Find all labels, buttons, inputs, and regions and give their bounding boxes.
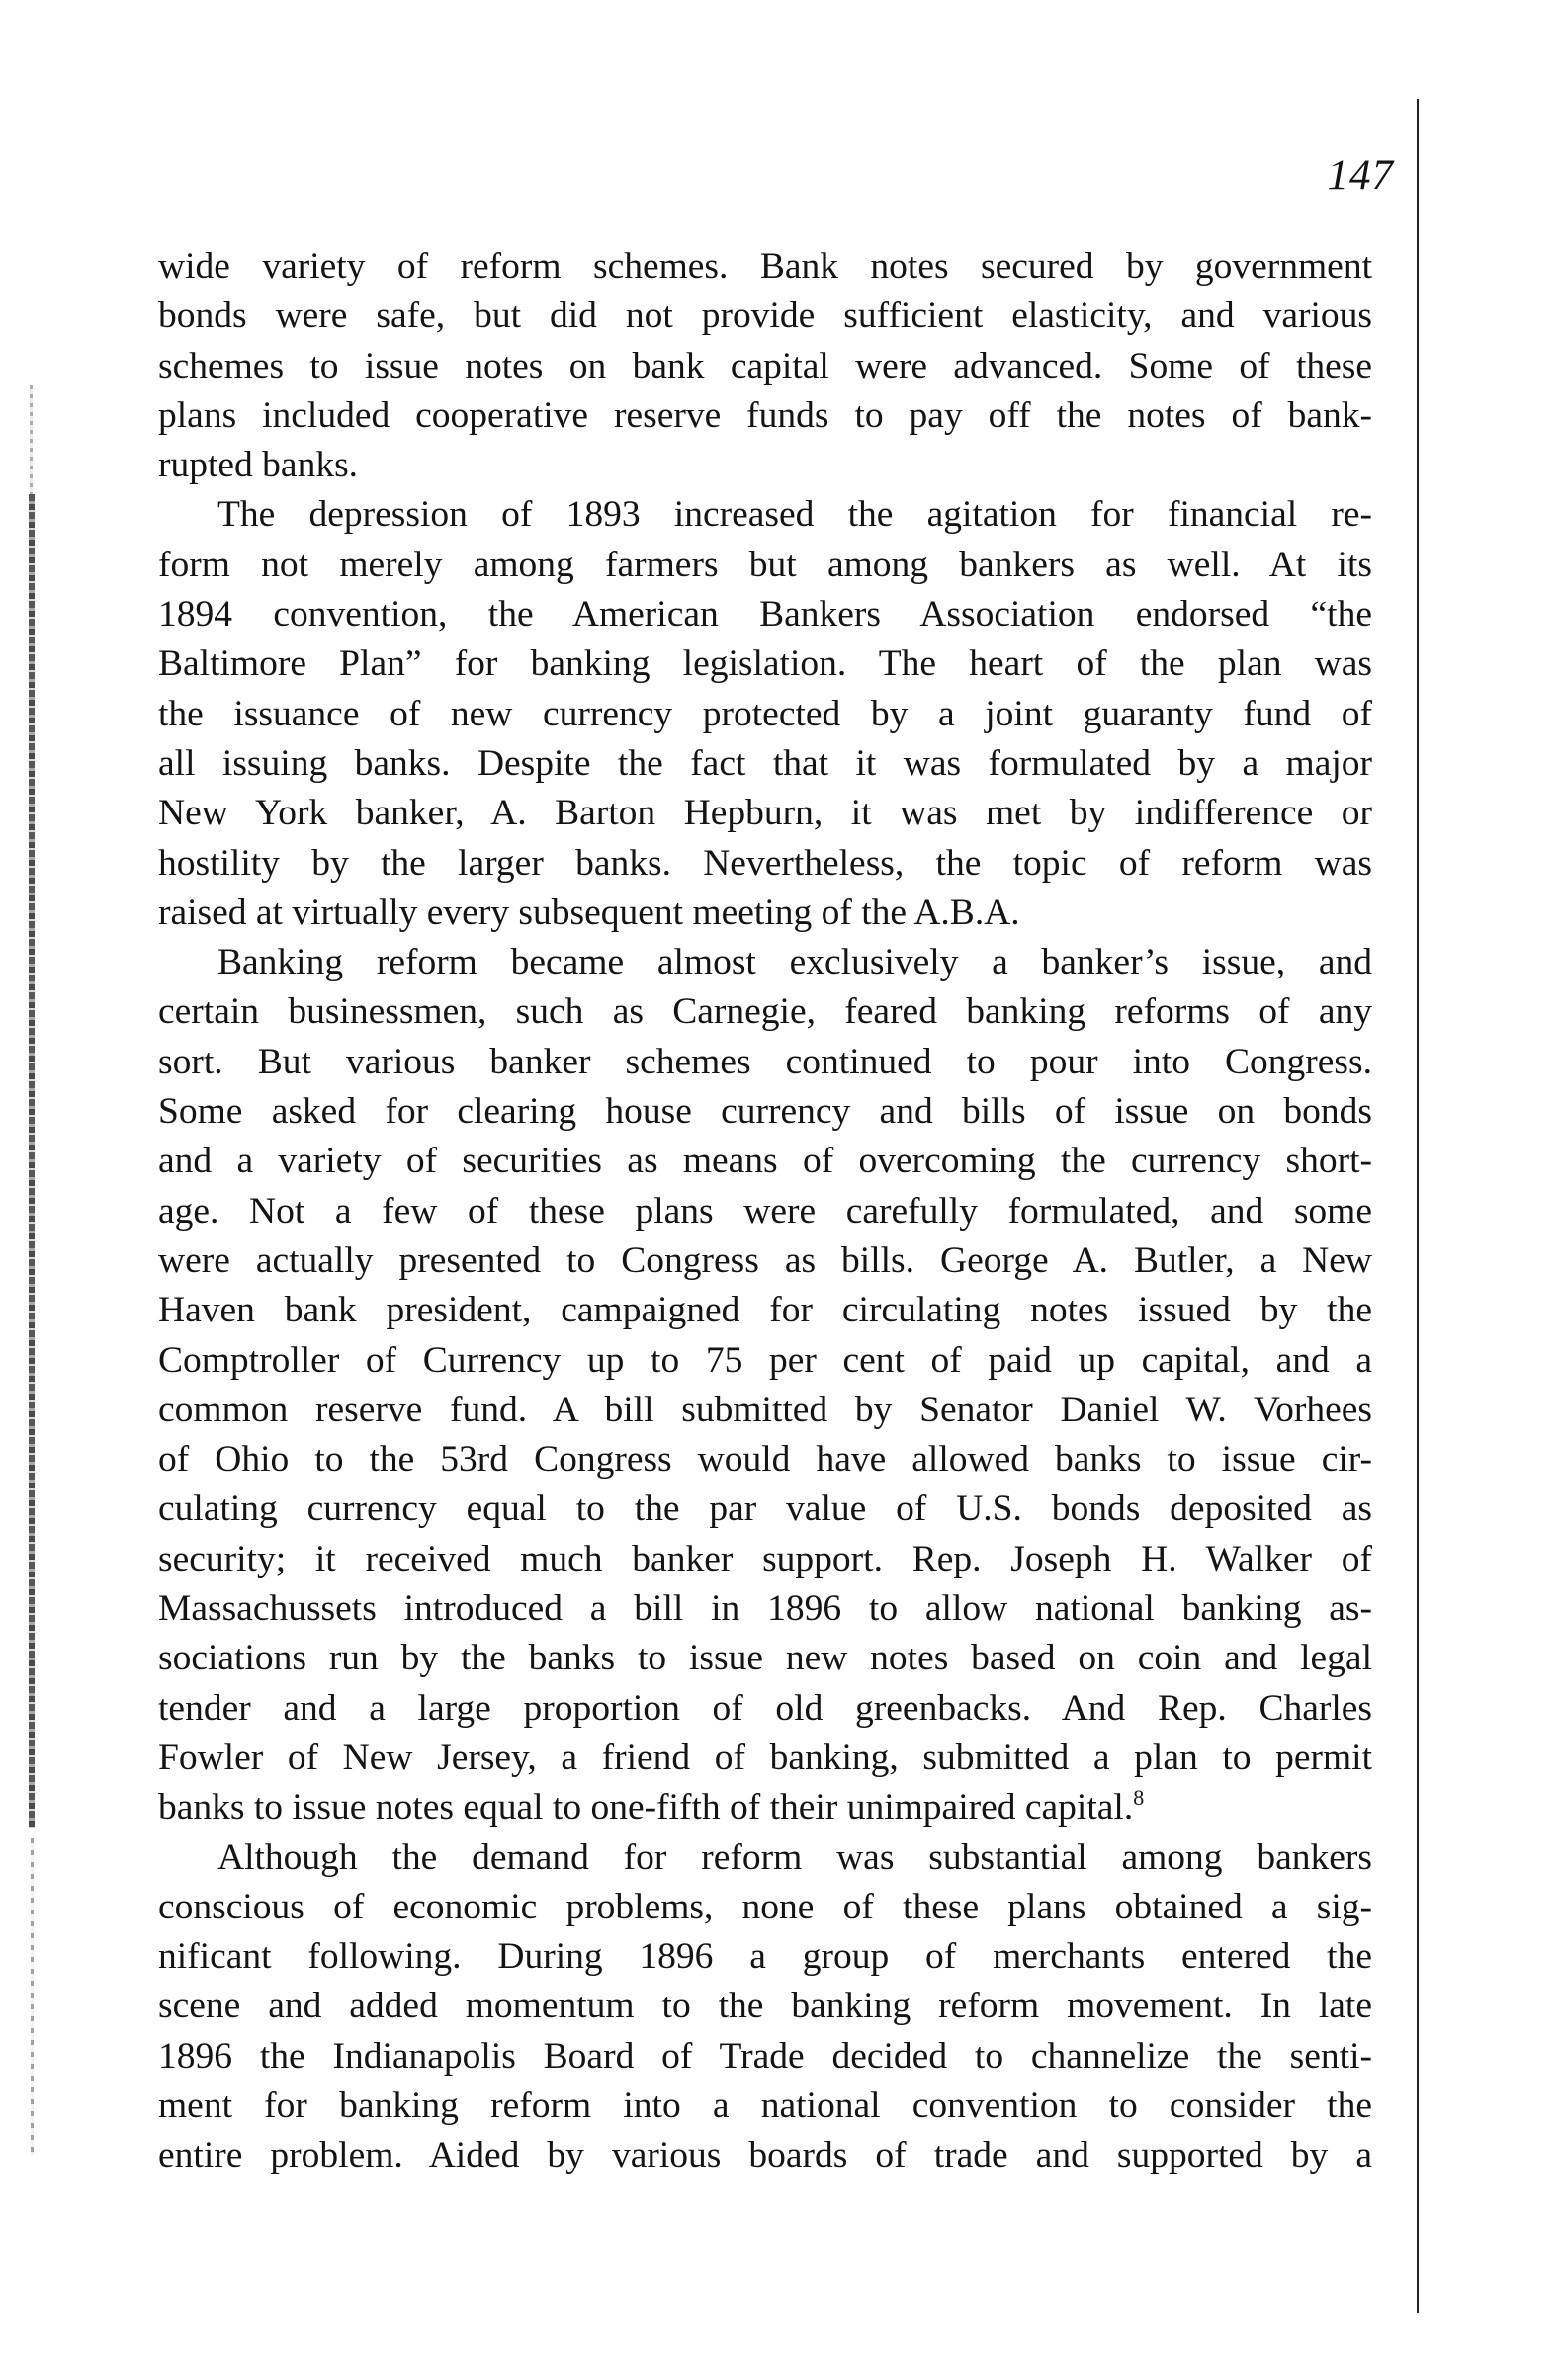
text-line: the issuance of new currency protected by a joint guaranty fund of [158, 693, 1372, 734]
text-line: Although the demand for reform was substantial among bankers [217, 1836, 1372, 1878]
text-line: sociations run by the banks to issue new notes based on coin and legal [158, 1638, 1372, 1679]
text-line: common reserve fund. A bill submitted by Senator Daniel W. Vorhees [158, 1389, 1372, 1430]
text-line: Massachussets introduced a bill in 1896 to allow national banking as- [158, 1588, 1372, 1630]
text-line: nificant following. During 1896 a group of merchants entered the [158, 1936, 1372, 1978]
text-line: Some asked for clearing house currency and bills of issue on bonds [158, 1091, 1372, 1133]
text-line: of Ohio to the 53rd Congress would have allowed banks to issue cir- [158, 1439, 1372, 1481]
text-line: Banking reform became almost exclusively a banker’s issue, and [217, 942, 1372, 983]
text-line: conscious of economic problems, none of these plans obtained a sig- [158, 1886, 1372, 1927]
text-line: age. Not a few of these plans were carefully formulated, and some [158, 1190, 1372, 1232]
page-number: 147 [1327, 152, 1394, 199]
text-line: sort. But various banker schemes continued to pour into Congress. [158, 1041, 1372, 1082]
text-line: all issuing banks. Despite the fact that it was formulated by a major [158, 742, 1372, 784]
text-line: Fowler of New Jersey, a friend of banking, submitted a plan to permit [158, 1737, 1372, 1778]
text-line: Baltimore Plan” for banking legislation. The heart of the plan was [158, 643, 1372, 685]
text-line: entire problem. Aided by various boards of trade and supported by a [158, 2135, 1372, 2176]
text-line: hostility by the larger banks. Nevertheless, the topic of reform was [158, 842, 1372, 884]
text-line: form not merely among farmers but among bankers as well. At its [158, 544, 1372, 585]
scan-binding-edge-bottom [31, 1838, 34, 2155]
scan-binding-edge [29, 494, 35, 1828]
text-line: certain businessmen, such as Carnegie, feared banking reforms of any [158, 991, 1372, 1033]
text-line: ment for banking reform into a national convention to consider the [158, 2084, 1372, 2126]
text-line: Haven bank president, campaigned for circulating notes issued by the [158, 1290, 1372, 1331]
text-line: schemes to issue notes on bank capital were advanced. Some of these [158, 345, 1372, 386]
text-line-content: banks to issue notes equal to one-fifth of their unimpaired capital. [158, 1787, 1134, 1828]
text-line: security; it received much banker support. Rep. Joseph H. Walker of [158, 1538, 1372, 1579]
body-text [158, 242, 1372, 2181]
text-line: raised at virtually every subsequent meeting of the A.B.A. [158, 892, 1020, 933]
text-line: and a variety of securities as means of overcoming the currency short- [158, 1141, 1372, 1182]
text-line: bonds were safe, but did not provide sufficient elasticity, and various [158, 296, 1372, 337]
text-line: tender and a large proportion of old greenbacks. And Rep. Charles [158, 1687, 1372, 1729]
page-right-edge-line [1417, 99, 1419, 2313]
scan-binding-edge-top [30, 385, 33, 494]
footnote-reference: 8 [1133, 1785, 1145, 1811]
text-line: New York banker, A. Barton Hepburn, it was met by indifference or [158, 793, 1372, 834]
text-line: The depression of 1893 increased the agitation for financial re- [217, 494, 1372, 536]
text-line: scene and added momentum to the banking reform movement. In late [158, 1986, 1372, 2027]
text-line: wide variety of reform schemes. Bank notes secured by government [158, 246, 1372, 287]
text-line: plans included cooperative reserve funds to pay off the notes of bank- [158, 394, 1372, 436]
text-line: 1896 the Indianapolis Board of Trade decided to channelize the senti- [158, 2035, 1372, 2077]
text-line: 1894 convention, the American Bankers Association endorsed “the [158, 594, 1372, 636]
text-line-with-footnote [158, 1783, 1372, 1832]
text-line: rupted banks. [158, 445, 359, 486]
text-line: culating currency equal to the par value of U.S. bonds deposited as [158, 1488, 1372, 1530]
text-line: Comptroller of Currency up to 75 per cent of paid up capital, and a [158, 1339, 1372, 1381]
text-line: were actually presented to Congress as bills. George A. Butler, a New [158, 1239, 1372, 1281]
